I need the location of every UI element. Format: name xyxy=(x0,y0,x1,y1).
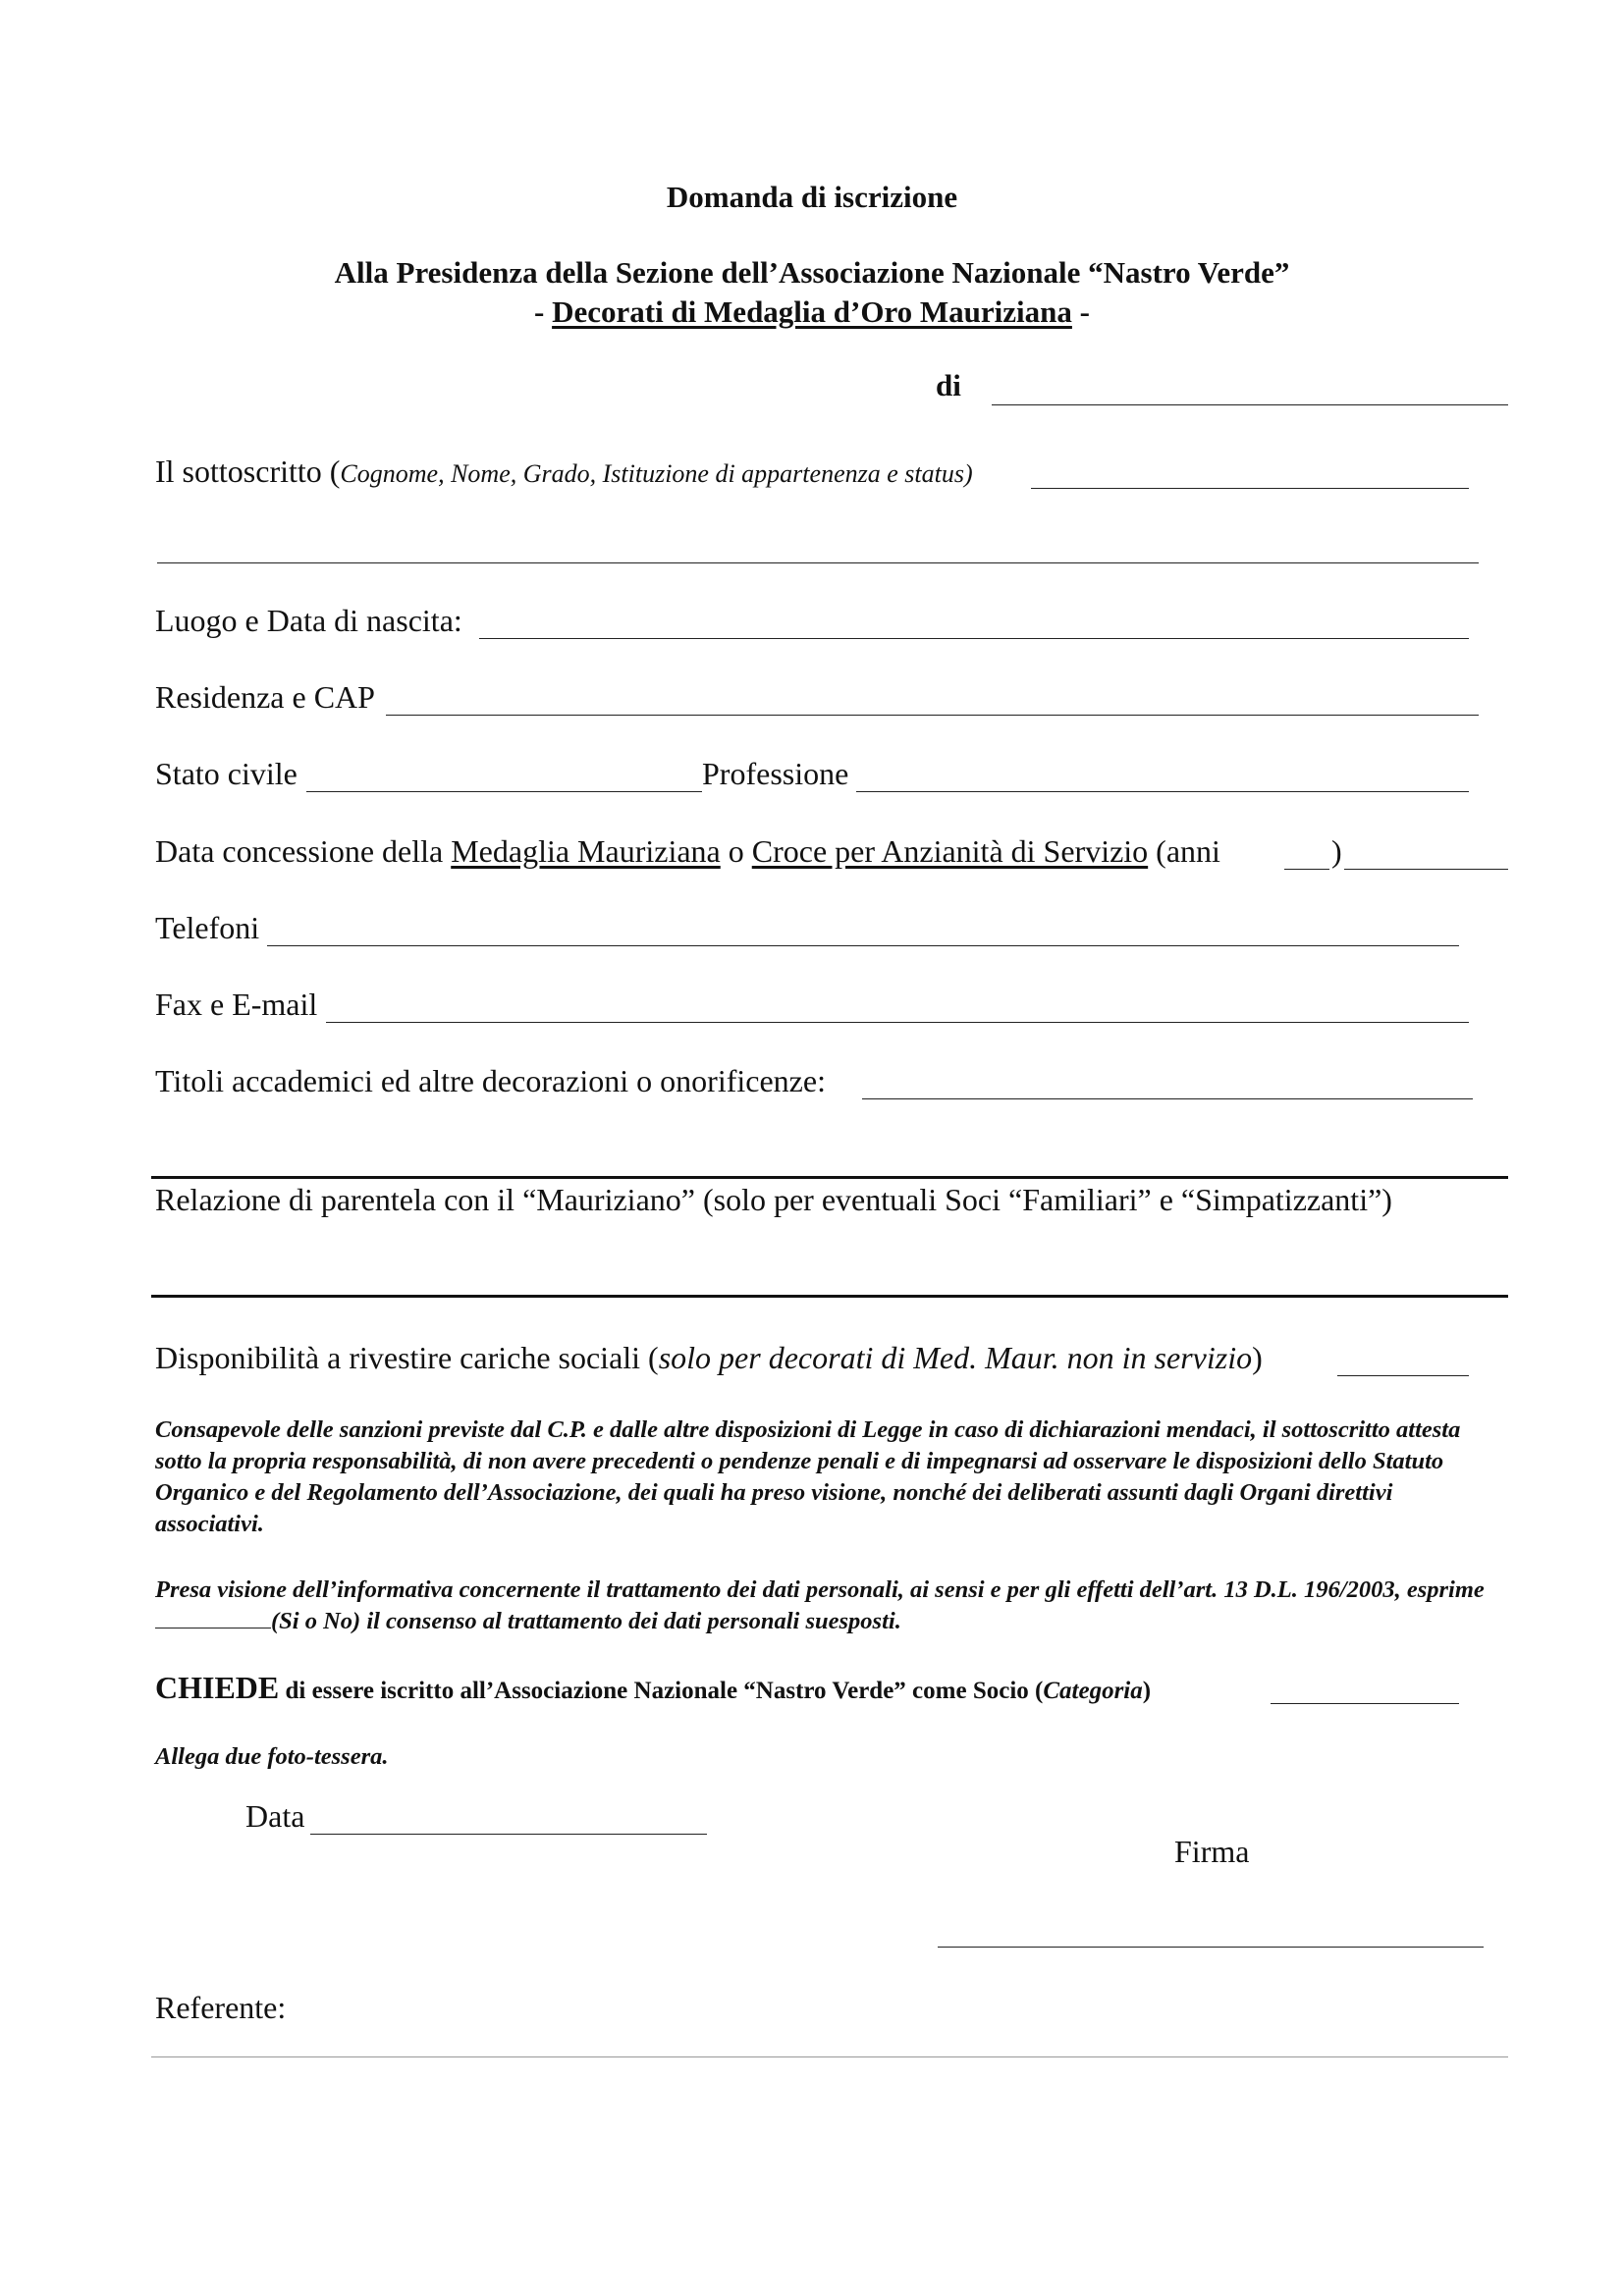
telefoni-label: Telefoni xyxy=(155,910,260,945)
titoli-label: Titoli accademici ed altre decorazioni o onorificenze: xyxy=(155,1063,826,1098)
medaglia-mauriziana-link: Medaglia Mauriziana xyxy=(451,833,721,869)
relazione-field[interactable] xyxy=(151,1295,1508,1298)
stato-civile-field[interactable] xyxy=(306,791,702,792)
concessione-field[interactable] xyxy=(1344,869,1508,870)
residenza-cap-field[interactable] xyxy=(386,715,1479,716)
subtitle-line xyxy=(0,294,1624,330)
telefoni-field[interactable] xyxy=(267,945,1459,946)
sottoscritto-field-2[interactable] xyxy=(157,562,1479,563)
form-title: Domanda di iscrizione xyxy=(666,180,958,214)
concessione-label: Data concessione della Medaglia Mauriziana o Croce per Anzianità di Servizio (anni xyxy=(155,833,1220,869)
privacy-paragraph: Presa visione dell’informativa concernente il trattamento dei dati personali, ai sensi e per gli effetti dell’art. 13 D.L. 196/2003, esprime(Si o No) il consenso al trattamento dei dati personali suesposti. xyxy=(155,1576,1485,1634)
titoli-field-2[interactable] xyxy=(151,1176,1508,1179)
professione-field[interactable] xyxy=(856,791,1469,792)
consapevole-paragraph: Consapevole delle sanzioni previste dal C.P. e dalle altre disposizioni di Legge in caso di dichiarazioni mendaci, il sottoscritto attesta sotto la propria responsabilità, di non avere precedenti o pendenze penali e di impegnarsi ad osservare le disposizioni dello Statuto Organico e del Regolamento dell’Associazione, dei quali ha preso visione, nonché dei deliberati assunti dagli Organi direttivi associativi. xyxy=(155,1416,1461,1537)
sottoscritto-label: Il sottoscritto (Cognome, Nome, Grado, Istituzione di appartenenza e status) xyxy=(155,454,973,489)
disponibilita-field[interactable] xyxy=(1337,1375,1469,1376)
firma-field[interactable] xyxy=(938,1947,1484,1948)
sottoscritto-field[interactable] xyxy=(1031,488,1469,489)
data-field[interactable] xyxy=(310,1834,707,1835)
relazione-label: Relazione di parentela con il “Mauriziano” (solo per eventuali Soci “Familiari” e “Simpatizzanti”) xyxy=(155,1182,1392,1217)
firma-label: Firma xyxy=(1174,1834,1250,1869)
categoria-field[interactable] xyxy=(1271,1703,1459,1704)
concessione-close: ) xyxy=(1331,833,1342,869)
addressee-line: Alla Presidenza della Sezione dell’Associazione Nazionale “Nastro Verde” xyxy=(334,255,1290,290)
di-label: di xyxy=(936,368,961,402)
privacy-consent-field[interactable] xyxy=(155,1608,271,1629)
di-field[interactable] xyxy=(992,404,1508,405)
fax-email-label: Fax e E-mail xyxy=(155,987,318,1022)
subtitle-suffix: - xyxy=(1071,294,1090,329)
allega-note: Allega due foto-tessera. xyxy=(155,1743,389,1770)
chiede-keyword: CHIEDE xyxy=(155,1670,280,1705)
residenza-cap-label: Residenza e CAP xyxy=(155,679,375,715)
referente-field[interactable] xyxy=(151,2056,1508,2057)
luogo-data-nascita-field[interactable] xyxy=(479,638,1469,639)
referente-label: Referente: xyxy=(155,1990,287,2025)
croce-anzianita-link: Croce per Anzianità di Servizio xyxy=(751,833,1149,869)
disponibilita-label: Disponibilità a rivestire cariche sociali (solo per decorati di Med. Maur. non in servizio) xyxy=(155,1340,1263,1375)
sottoscritto-hint: Cognome, Nome, Grado, Istituzione di appartenenza e status) xyxy=(340,459,973,488)
titoli-field[interactable] xyxy=(862,1098,1473,1099)
fax-email-field[interactable] xyxy=(326,1022,1469,1023)
anni-field[interactable] xyxy=(1284,869,1329,870)
luogo-data-nascita-label: Luogo e Data di nascita: xyxy=(155,603,462,638)
chiede-line: CHIEDE di essere iscritto all’Associazione Nazionale “Nastro Verde” come Socio (Categoria) xyxy=(155,1670,1152,1705)
subtitle-underlined: Decorati di Medaglia d’Oro Mauriziana xyxy=(552,294,1072,329)
stato-civile-label: Stato civile xyxy=(155,756,298,791)
professione-label: Professione xyxy=(702,756,849,791)
data-label: Data xyxy=(245,1798,305,1834)
subtitle-prefix: - xyxy=(534,294,553,329)
